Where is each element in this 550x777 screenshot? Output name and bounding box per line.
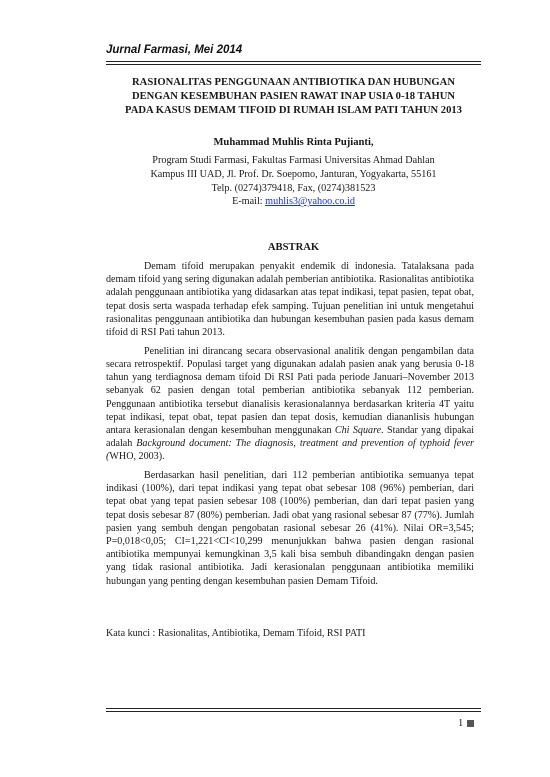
page-number-group bbox=[458, 718, 474, 729]
page-number: 1 bbox=[458, 718, 464, 729]
author-name: Muhammad Muhlis Rinta Pujianti, bbox=[213, 137, 374, 148]
abstract-paragraph-1: Demam tifoid merupakan penyakit endemik di indonesia. Tatalaksana pada demam tifoid yang sering digunakan adalah pemberian antibiotika. Rasionalitas antibiotika adalah penggunaan antibiotika yang didasarkan atas tepat indikasi, tepat pasien, tepat obat, tepat dosis serta waspada terhadap efek samping. Tujuan penelitian ini untuk mengetahui rasionalitas penggunaan antibiotika dan hubungan kesembuhan pasien pada kasus demam tifoid di RSI Pati tahun 2013. bbox=[106, 261, 474, 339]
footer-rule bbox=[106, 708, 481, 709]
email-line bbox=[106, 195, 481, 209]
title-line-2: DENGAN KESEMBUHAN PASIEN RAWAT INAP USIA 0-18 TAHUN bbox=[131, 91, 456, 102]
affiliation-line-1: Program Studi Farmasi, Fakultas Farmasi Universitas Ahmad Dahlan bbox=[152, 155, 435, 166]
p2-italic-reference: Background document: The diagnosis, treatment and prevention of typhoid fever ( bbox=[106, 438, 474, 463]
p2-text-1: Penelitian ini dirancang secara observasional analitik dengan pengambilan data secara retrospektif. Populasi target yang digunakan adalah pasien anak yang berusia 0-18 tahun yang terdiagnosa demam tifoid Di RSI Pati pada periode Januari–November 2013 sebanyak 62 pasien dengan total pemberian antibiotika sebanyak 112 pemberian. Penggunaan antibiotika tersebut dianalisis kerasionalannya berdasarkan kriteria 4T yaitu tepat indikasi, tepat obat, tepat pasien dan tepat dosis, kemudian diananlisis hubungan antara kerasionalan dengan kesembuhan menggunakan bbox=[106, 345, 474, 436]
affiliation bbox=[106, 154, 481, 209]
abstract-paragraph-3: Berdasarkan hasil penelitian, dari 112 pemberian antibiotika semuanya tepat indikasi (100%), dari tepat indikasi yang tepat obat sebesar 108 (96%) pemberian, dari tepat obat yang tepat pasien sebesar 108 (100%) pemberian, dan dari tepat pasien yang tepat dosis sebesar 87 (80%) pemberian. Jadi obat yang rasional sebesar 87 (77%). Jumlah pasien yang sembuh dengan pengobatan rasional sebesar 26 (41%). Nilai OR=3,545; P=0,018<0,05; CI=1,221<CI<10,299 menunjukkan bahwa pasien dengan rasional antibiotika mempunyai kemungkinan 3,5 kali bisa sembuh dibandingakn dengan pasien yang tidak rasional antibiotika. Jadi kerasionalan penggunaan antibiotika memiliki hubungan yang penting dengan kesembuhan pasien Demam Tifoid. bbox=[106, 470, 474, 587]
affiliation-line-2: Kampus III UAD, Jl. Prof. Dr. Soepomo, Janturan, Yogyakarta, 55161 bbox=[150, 168, 437, 180]
header-rule bbox=[106, 61, 481, 62]
journal-header: Jurnal Farmasi, Mei 2014 bbox=[106, 44, 243, 56]
p2-text-3: WHO, 2003). bbox=[109, 451, 165, 463]
abstract-body bbox=[106, 260, 474, 593]
abstract-heading: ABSTRAK bbox=[267, 242, 320, 253]
abstract-paragraph-2 bbox=[106, 345, 474, 464]
square-icon bbox=[467, 720, 474, 727]
title-line-1: RASIONALITAS PENGGUNAAN ANTIBIOTIKA DAN HUBUNGAN bbox=[132, 77, 455, 88]
title-line-3: PADA KASUS DEMAM TIFOID DI RUMAH ISLAM PATI TAHUN 2013 bbox=[125, 105, 462, 116]
keywords: Kata kunci : Rasionalitas, Antibiotika, Demam Tifoid, RSI PATI bbox=[106, 628, 366, 639]
paper-title bbox=[106, 76, 481, 118]
email-link[interactable]: muhlis3@yahoo.co.id bbox=[265, 196, 355, 208]
p2-italic-chi-square: Chi Square bbox=[334, 424, 382, 436]
header-rule-double bbox=[106, 64, 481, 65]
email-label: E-mail: bbox=[232, 196, 266, 208]
affiliation-line-3: Telp. (0274)379418, Fax, (0274)381523 bbox=[211, 182, 376, 194]
p2-text-2: . Standar yang dipakai adalah bbox=[106, 424, 475, 450]
footer-rule-double bbox=[106, 711, 481, 712]
